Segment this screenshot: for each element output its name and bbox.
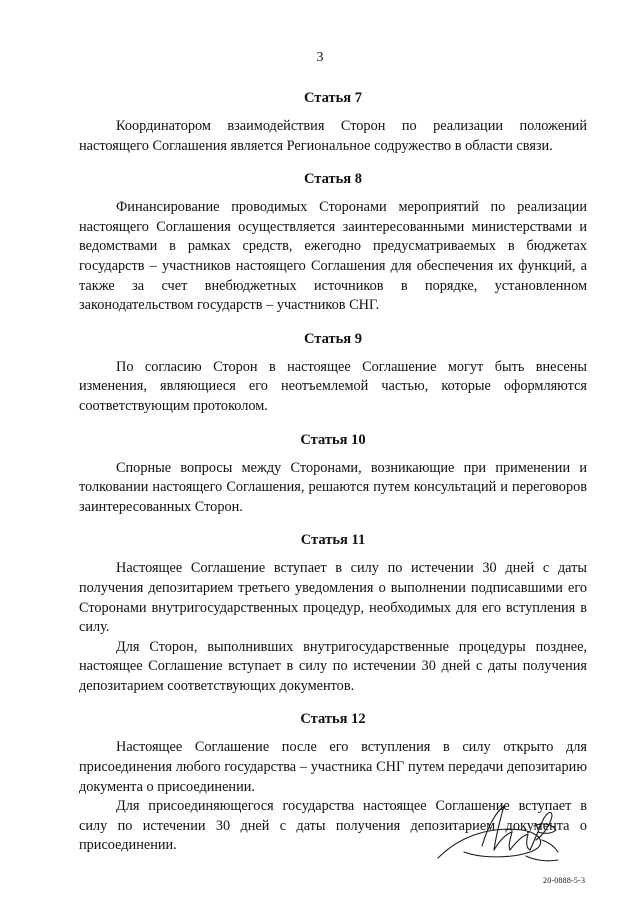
article-title: Статья 12 xyxy=(300,711,366,728)
page-number: 3 xyxy=(316,50,324,65)
article-9 xyxy=(79,329,587,417)
article-paragraph: Спорные вопросы между Сторонами, возникающие при применении и толковании настоящего Соглашения, решаются путем консультаций и переговоров заинтересованных Сторон. xyxy=(79,459,587,515)
article-7 xyxy=(79,88,587,156)
document-code: 20-0888-5-3 xyxy=(543,876,586,885)
document-body xyxy=(79,88,587,856)
article-title: Статья 9 xyxy=(304,330,362,347)
article-paragraph: Настоящее Соглашение после его вступления в силу открыто для присоединения любого государства – участника СНГ путем передачи депозитарию документа о присоединении. xyxy=(79,739,587,795)
article-10 xyxy=(79,430,587,518)
article-11 xyxy=(79,530,587,696)
article-title: Статья 7 xyxy=(304,90,362,106)
article-paragraph: Для присоединяющегося государства настоящее Соглашение вступает в силу по истечении 30 дней с даты получения депозитарием документа о присоединении. xyxy=(79,798,587,854)
article-title: Статья 8 xyxy=(304,171,362,188)
article-paragraph: Финансирование проводимых Сторонами мероприятий по реализации настоящего Соглашения осуществляется заинтересованными министерствами и ведомствами в рамках средств, ежегодно предусматриваемых в бюджетах государств – участников настоящего Соглашения для обеспечения их функций, а также за счет внебюджетных источников в порядке, установленном законодательством государств – участников СНГ. xyxy=(79,199,587,314)
handwritten-signature-icon xyxy=(430,796,570,876)
article-title: Статья 11 xyxy=(300,532,366,549)
article-paragraph: Настоящее Соглашение вступает в силу по истечении 30 дней с даты получения депозитарием третьего уведомления о выполнении подписавшими его Сторонами внутригосударственных процедур, необходимых для его вступления в силу. xyxy=(79,560,587,636)
article-8 xyxy=(79,169,587,316)
article-paragraph: По согласию Сторон в настоящее Соглашение могут быть внесены изменения, являющиеся его неотъемлемой частью, которые оформляются соответствующим протоколом. xyxy=(79,358,587,414)
article-paragraph: Координатором взаимодействия Сторон по реализации положений настоящего Соглашения является Региональное содружество в области связи. xyxy=(79,118,587,154)
article-paragraph: Для Сторон, выполнивших внутригосударственные процедуры позднее, настоящее Соглашение вступает в силу по истечении 30 дней с даты получения депозитарием соответствующих документов. xyxy=(79,638,587,694)
article-title: Статья 10 xyxy=(300,431,366,448)
